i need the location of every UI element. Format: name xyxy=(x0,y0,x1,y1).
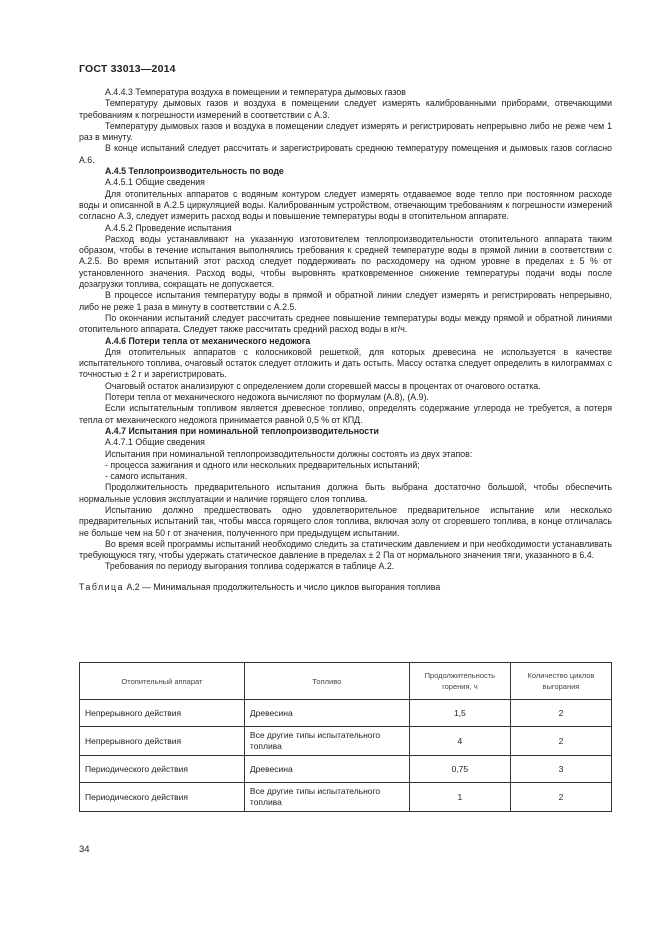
cell-apparatus: Периодического действия xyxy=(80,783,245,812)
paragraph: Продолжительность предварительного испытания должна быть выбрана достаточно большой, чтобы обеспечить нормальные условия эксплуатации и наличие горящего слоя топлива. xyxy=(79,482,612,504)
document-header: ГОСТ 33013—2014 xyxy=(79,63,176,75)
cell-cycles: 2 xyxy=(510,700,611,727)
page-number: 34 xyxy=(79,844,90,855)
cell-cycles: 2 xyxy=(510,727,611,756)
paragraph: Для отопительных аппаратов с водяным контуром следует измерять отдаваемое воде тепло при постоянном расходе воды и описанной в А.2.5 циркуляцией воды. Калиброванным устройством, отвечающим требованиям к погрешности измерений согласно А.3, следует измерить расход воды и повышение температуры воды в отопительном аппарате. xyxy=(79,188,612,222)
paragraph: Температуру дымовых газов и воздуха в помещении следует измерять и регистрировать непрерывно либо не реже чем 1 раз в минуту. xyxy=(79,120,612,143)
paragraph: Если испытательным топливом является древесное топливо, определять содержание углерода не требуется, а потеря тепла от механического недожога принимается равной 0,5 % от КПД. xyxy=(79,403,612,425)
cell-duration: 4 xyxy=(409,727,510,756)
paragraph: Требования по периоду выгорания топлива содержатся в таблице А.2. xyxy=(105,561,395,572)
cell-fuel: Все другие типы испытательного топлива xyxy=(244,783,409,812)
paragraph: Потери тепла от механического недожога вычисляют по формулам (А.8), (А.9). xyxy=(105,392,429,403)
paragraph: Температуру дымовых газов и воздуха в помещении следует измерять калиброванными приборами, отвечающими требованиям к погрешности измерений в соответствии с А.3. xyxy=(79,98,612,120)
cell-apparatus: Непрерывного действия xyxy=(80,727,245,756)
paragraph: Очаговый остаток анализируют с определением доли сгоревшей массы в процентах от очагового остатка. xyxy=(105,380,541,391)
section-heading: А.4.5 Теплопроизводительность по воде xyxy=(105,166,284,177)
table-row xyxy=(80,756,612,783)
paragraph: Для отопительных аппаратов с колосниковой решеткой, для которых древесина не используется в качестве испытательного топлива, очаговый остаток следует отложить и дать остыть. Массу остатка следует определить в килограммах с точностью ± 2 г и зарегистрировать. xyxy=(79,346,612,380)
table-caption xyxy=(79,582,612,593)
col-header-duration: Продолжительность горения, ч xyxy=(409,663,510,700)
table-caption-text: А.2 — Минимальная продолжительность и число циклов выгорания топлива xyxy=(124,581,441,592)
cell-fuel: Древесина xyxy=(244,756,409,783)
list-item: - самого испытания. xyxy=(105,471,188,482)
paragraph: Расход воды устанавливают на указанную изготовителем теплопроизводительности отопительного аппарата таким образом, чтобы в течение испытания выполнялись требования к средней температуре воды в прямой линии в соответствии с А.2.5. Во время испытаний этот расход следует поддерживать по расходомеру на одном уровне в пределах ± 5 % от установленного значения. Расход воды, чтобы выровнять кратковременное снижение температуры подачи воды после дозагрузки топлива, сокращать не допускается. xyxy=(79,233,612,290)
table-header-row xyxy=(80,663,612,700)
cell-apparatus: Периодического действия xyxy=(80,756,245,783)
table-row xyxy=(80,727,612,756)
paragraph: Испытания при номинальной теплопроизводительности должны состоять из двух этапов: xyxy=(105,448,473,459)
col-header-cycles: Количество циклов выгорания xyxy=(510,663,611,700)
cell-fuel: Древесина xyxy=(244,700,409,727)
table-a2 xyxy=(79,662,612,812)
paragraph: По окончании испытаний следует рассчитать среднее повышение температуры воды между прямой и обратной линиями отопительного аппарата. Следует также рассчитать средний расход воды в кг/ч. xyxy=(79,312,612,335)
document-body xyxy=(79,87,612,593)
cell-duration: 0,75 xyxy=(409,756,510,783)
paragraph: Испытанию должно предшествовать одно удовлетворительное предварительное испытание или несколько предварительных испытаний так, чтобы масса горящего слоя топлива, включая золу от сгоревшего топлива, в конце отличалась не больше чем на 50 г от значения, полученного при предыдущем испытании. xyxy=(79,504,612,538)
section-heading: А.4.7 Испытания при номинальной теплопроизводительности xyxy=(105,425,379,436)
cell-cycles: 2 xyxy=(510,783,611,812)
list-item: - процесса зажигания и одного или нескольких предварительных испытаний; xyxy=(105,459,420,470)
table-caption-label: Таблица xyxy=(79,581,124,592)
cell-duration: 1,5 xyxy=(409,700,510,727)
col-header-fuel: Топливо xyxy=(244,663,409,700)
section-heading: А.4.6 Потери тепла от механического недожога xyxy=(105,335,311,346)
cell-duration: 1 xyxy=(409,783,510,812)
cell-fuel: Все другие типы испытательного топлива xyxy=(244,727,409,756)
table-row xyxy=(80,783,612,812)
cell-apparatus: Непрерывного действия xyxy=(80,700,245,727)
paragraph: А.4.4.3 Температура воздуха в помещении и температура дымовых газов xyxy=(105,87,406,97)
table-row xyxy=(80,700,612,727)
paragraph: Во время всей программы испытаний необходимо следить за статическим давлением и при необходимости устанавливать требующуюся тягу, чтобы удержать статическое давление в пределах ± 2 Па от нормального значения тяги, указанного в 6.4. xyxy=(79,538,612,561)
col-header-apparatus: Отопительный аппарат xyxy=(80,663,245,700)
paragraph: А.4.5.1 Общие сведения xyxy=(105,177,205,188)
paragraph: В конце испытаний следует рассчитать и зарегистрировать среднюю температуру помещения и дымовых газов согласно А.6. xyxy=(79,143,612,165)
paragraph: А.4.7.1 Общие сведения xyxy=(105,437,205,448)
paragraph: В процессе испытания температуру воды в прямой и обратной линии следует измерять и регистрировать непрерывно, либо не реже 1 раза в минуту в соответствии с А.2.5. xyxy=(79,290,612,312)
cell-cycles: 3 xyxy=(510,756,611,783)
paragraph: А.4.5.2 Проведение испытания xyxy=(105,222,232,233)
